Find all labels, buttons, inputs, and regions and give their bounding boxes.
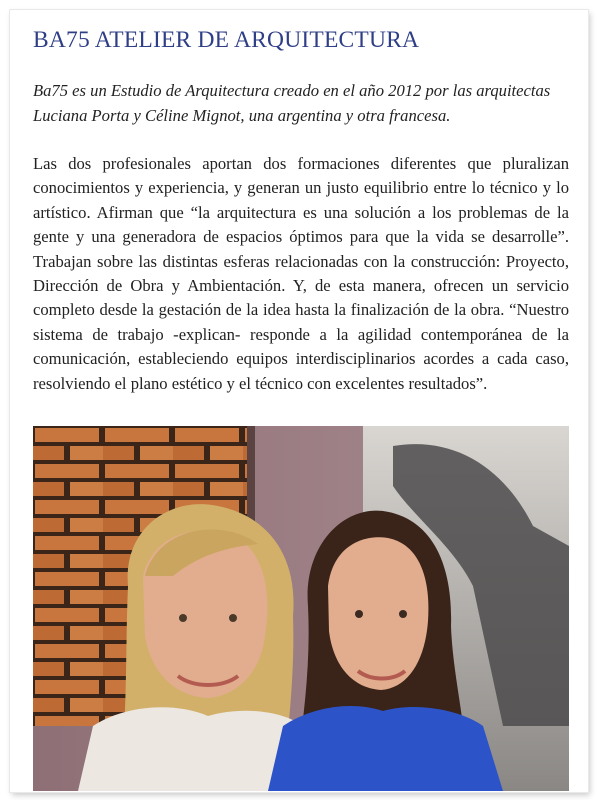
portrait-photo-illustration — [33, 426, 569, 791]
article-lead: Ba75 es un Estudio de Arquitectura creado en el año 2012 por las arquitectas Luciana Porta y Céline Mignot, una argentina y otra francesa. — [33, 81, 551, 125]
article-title: BA75 ATELIER DE ARQUITECTURA — [33, 27, 420, 53]
article-body: Las dos profesionales aportan dos formaciones diferentes que pluralizan conocimientos y experiencia, y generan un justo equilibrio entre lo técnico y lo artístico. Afirman que “la arquitectura es una solución a los problemas de la gente y una generadora de espacios óptimos para que la vida se desarrolle”. Trabajan sobre las distintas esferas relacionadas con la construcción: Proyecto, Dirección de Obra y Ambientación. Y, de esta manera, ofrecen un servicio completo desde la gestación de la idea hasta la finalización de la obra. “Nuestro sistema de trabajo -explican- responde a la agilidad contemporánea de la comunicación, estableciendo equipos interdisciplinarios acordes a cada caso, resolviendo el plano estético y el técnico con excelentes resultados”. — [33, 154, 569, 393]
portrait-photo — [33, 426, 569, 791]
